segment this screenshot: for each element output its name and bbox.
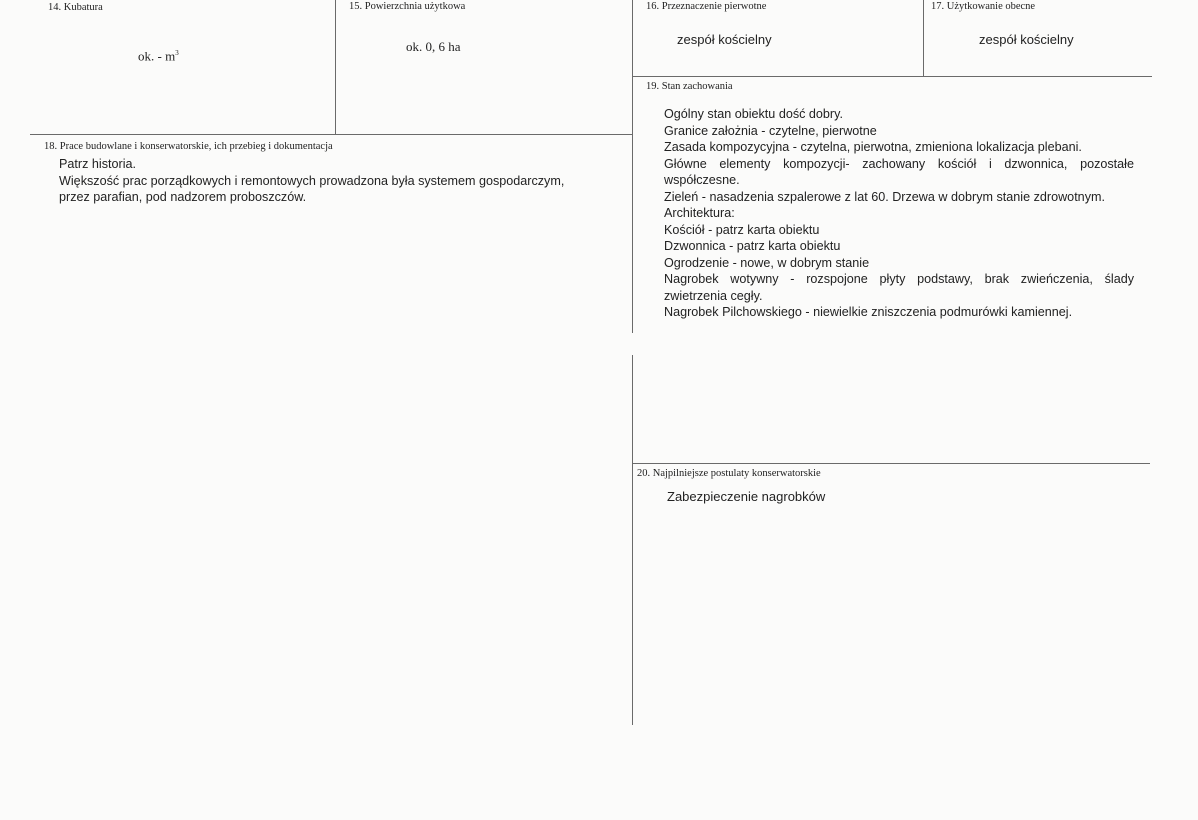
prace-line: Patrz historia. xyxy=(59,157,136,171)
kubatura-value xyxy=(138,45,179,64)
stan-line: Dzwonnica - patrz karta obiektu xyxy=(664,239,841,253)
divider-14-15 xyxy=(335,0,336,135)
stan-line: Zieleń - nasadzenia szpalerowe z lat 60. Drzewa w dobrym stanie zdrowotnym. xyxy=(664,189,1105,204)
powierzchnia-label: 15. Powierzchnia użytkowa xyxy=(349,1,466,12)
kubatura-value-text: ok. - m xyxy=(138,48,176,64)
stan-line: Główne elementy kompozycji- zachowany kościół i dzwonnica, pozostałe współczesne. xyxy=(664,156,1134,187)
stan-line: Kościół - patrz karta obiektu xyxy=(664,222,820,237)
stan-text xyxy=(664,106,1134,321)
stan-line: Ogrodzenie - nowe, w dobrym stanie xyxy=(664,255,870,270)
postulaty-label: 20. Najpilniejsze postulaty konserwatorskie xyxy=(637,468,821,479)
prace-label: 18. Prace budowlane i konserwatorskie, ich przebieg i dokumentacja xyxy=(44,141,333,152)
stan-line: Ogólny stan obiektu dość dobry. xyxy=(664,107,843,121)
divider-row-16-19 xyxy=(632,76,1152,77)
divider-row-14-18 xyxy=(30,134,633,135)
postulaty-value: Zabezpieczenie nagrobków xyxy=(667,489,826,504)
kubatura-label: 14. Kubatura xyxy=(48,2,103,13)
stan-line: Zasada kompozycyjna - czytelna, pierwotna, zmieniona lokalizacja plebani. xyxy=(664,140,1082,154)
stan-line: Nagrobek Pilchowskiego - niewielkie zniszczenia podmurówki kamiennej. xyxy=(664,305,1073,319)
divider-16-17 xyxy=(923,0,924,76)
prace-text xyxy=(59,156,609,206)
kubatura-unit-sup: 3 xyxy=(175,49,179,57)
divider-row-19-20 xyxy=(632,463,1150,464)
przeznaczenie-label: 16. Przeznaczenie pierwotne xyxy=(646,1,767,12)
stan-label: 19. Stan zachowania xyxy=(646,81,733,92)
przeznaczenie-value: zespół kościelny xyxy=(677,32,772,47)
divider-left-right-lower xyxy=(632,355,633,725)
prace-line: Większość prac porządkowych i remontowych prowadzona była systemem gospodarczym, xyxy=(59,173,565,188)
prace-line: przez parafian, pod nadzorem proboszczów. xyxy=(59,190,307,204)
powierzchnia-value: ok. 0, 6 ha xyxy=(406,39,461,54)
uzytkowanie-label: 17. Użytkowanie obecne xyxy=(931,1,1036,12)
stan-line: Granice założnia - czytelne, pierwotne xyxy=(664,123,877,138)
stan-line: Architektura: xyxy=(664,206,735,220)
stan-line: Nagrobek wotywny - rozspojone płyty podstawy, brak zwieńczenia, ślady zwietrzenia cegły. xyxy=(664,272,1134,303)
uzytkowanie-value: zespół kościelny xyxy=(979,32,1074,47)
divider-left-right xyxy=(632,0,633,333)
